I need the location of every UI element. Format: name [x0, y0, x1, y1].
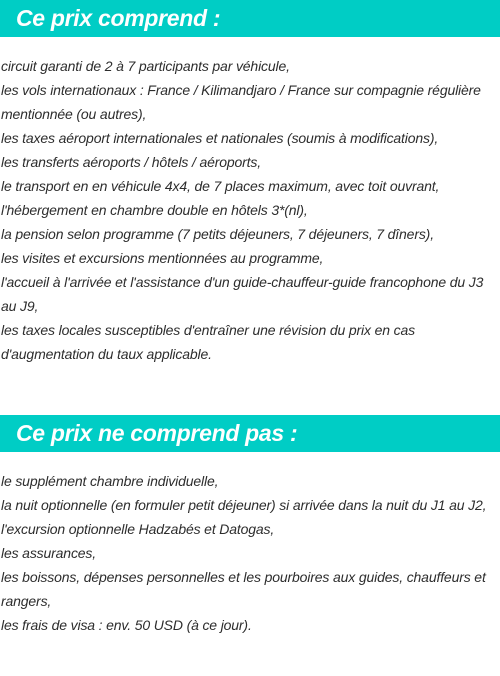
included-items-list: [1, 54, 496, 366]
included-item: circuit garanti de 2 à 7 participants par véhicule,: [1, 58, 290, 74]
excluded-items-list: [1, 469, 496, 637]
included-item: la pension selon programme (7 petits déjeuners, 7 déjeuners, 7 dîners),: [1, 226, 434, 242]
excluded-item: la nuit optionnelle (en formuler petit déjeuner) si arrivée dans la nuit du J1 au J2,: [1, 497, 487, 513]
included-section-banner: [0, 0, 500, 37]
included-item: l'hébergement en chambre double en hôtels 3*(nl),: [1, 202, 308, 218]
excluded-section-heading: Ce prix ne comprend pas :: [16, 420, 298, 446]
excluded-section-banner: [0, 415, 500, 452]
included-section-heading: Ce prix comprend :: [16, 5, 221, 31]
included-item: les taxes locales susceptibles d'entraîner une révision du prix en cas d'augmentation du taux applicable.: [1, 322, 415, 362]
included-item: l'accueil à l'arrivée et l'assistance d'un guide-chauffeur-guide francophone du J3 au J9,: [1, 274, 484, 314]
included-item: les vols internationaux : France / Kilimandjaro / France sur compagnie régulière mentionnée (ou autres),: [1, 82, 481, 122]
included-item: les visites et excursions mentionnées au programme,: [1, 250, 324, 266]
excluded-item: les boissons, dépenses personnelles et les pourboires aux guides, chauffeurs et rangers,: [1, 569, 486, 609]
excluded-item: l'excursion optionnelle Hadzabés et Datogas,: [1, 521, 275, 537]
included-item: les transferts aéroports / hôtels / aéroports,: [1, 154, 262, 170]
excluded-item: les frais de visa : env. 50 USD (à ce jour).: [1, 617, 252, 633]
included-item: les taxes aéroport internationales et nationales (soumis à modifications),: [1, 130, 439, 146]
included-item: le transport en en véhicule 4x4, de 7 places maximum, avec toit ouvrant,: [1, 178, 440, 194]
excluded-item: les assurances,: [1, 545, 97, 561]
excluded-item: le supplément chambre individuelle,: [1, 473, 219, 489]
